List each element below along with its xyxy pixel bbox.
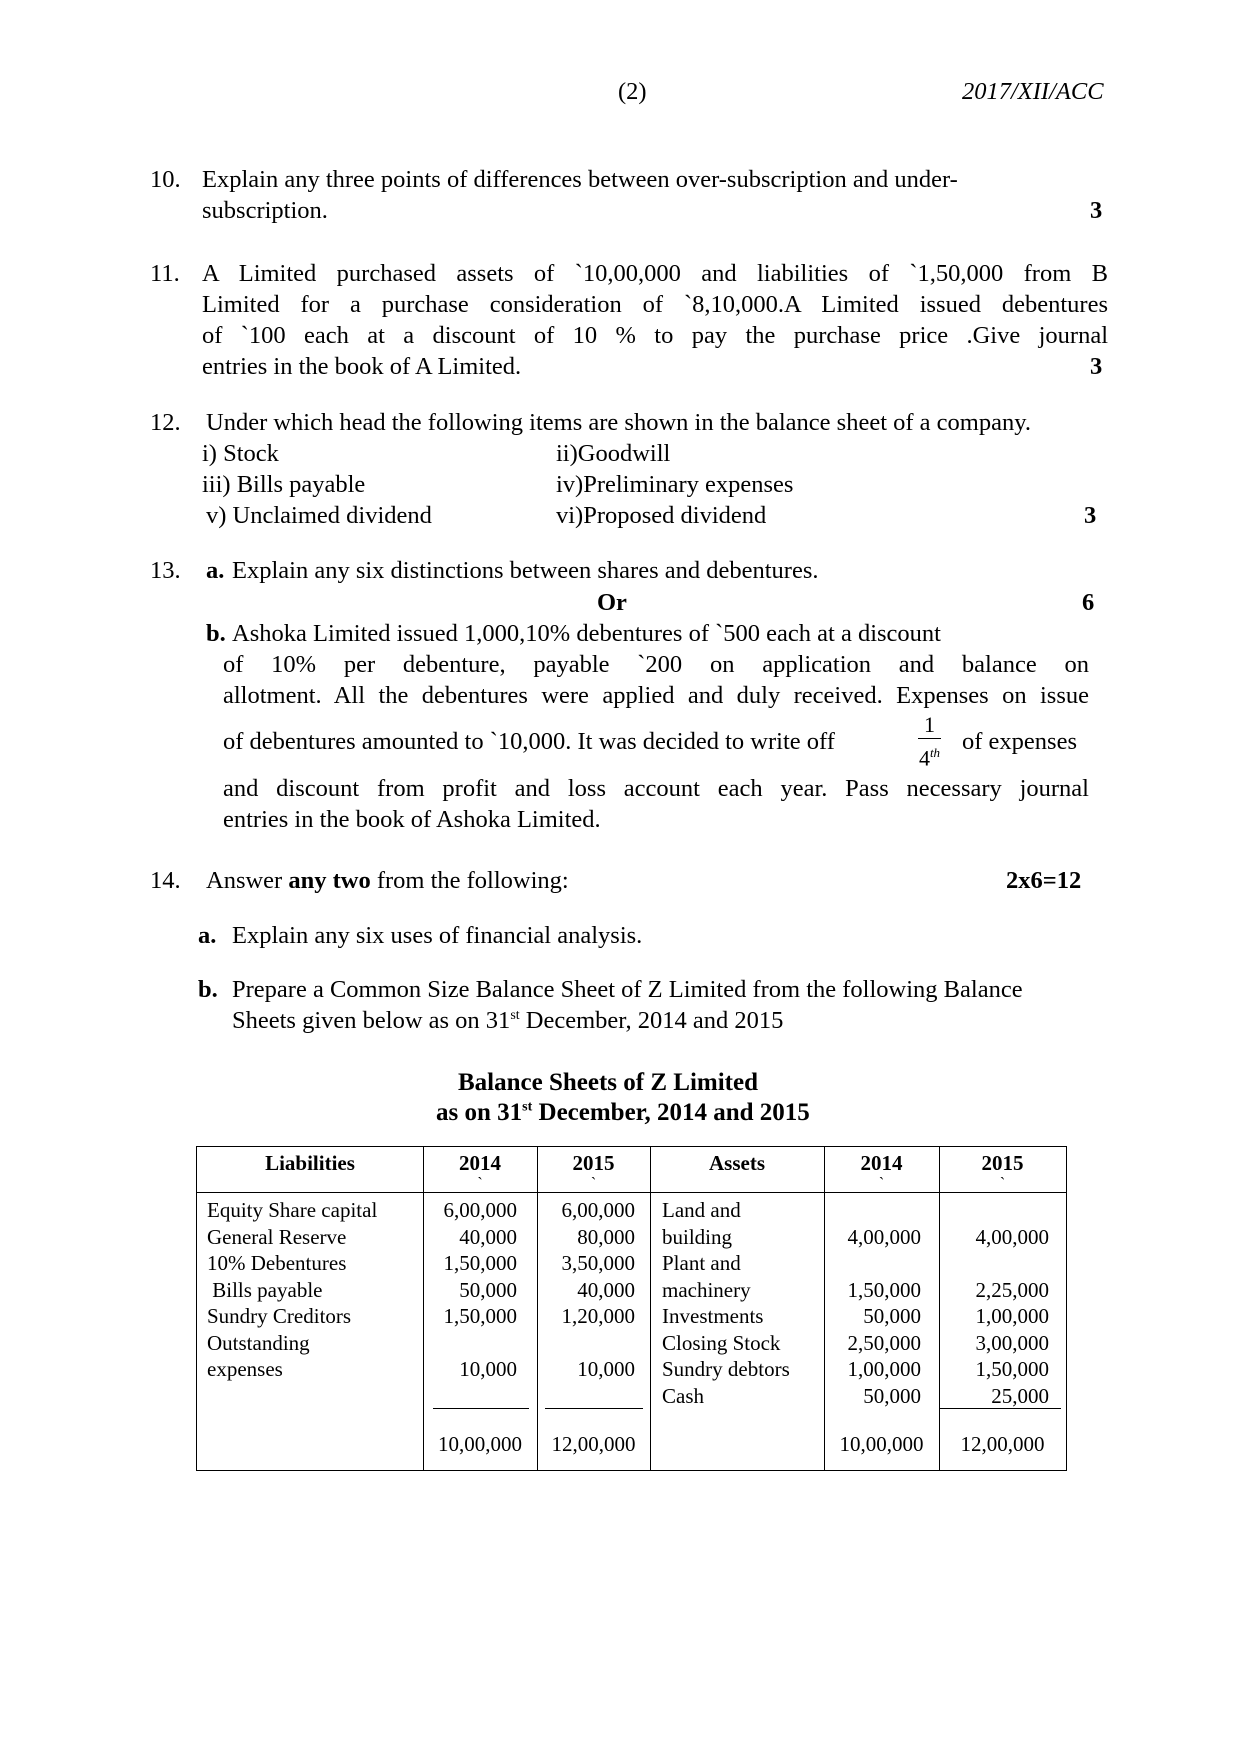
q13b-line5: and discount from profit and loss account each year. Pass necessary journal bbox=[223, 775, 1089, 802]
table-cell bbox=[824, 1197, 921, 1224]
table-cell: 1,50,000 bbox=[443, 1251, 517, 1275]
table-cell bbox=[824, 1250, 921, 1277]
table-cell: 50,000 bbox=[863, 1383, 921, 1408]
q12-item: vi)Proposed dividend bbox=[556, 502, 767, 529]
q12-item: i) Stock bbox=[202, 440, 279, 467]
table-cell bbox=[423, 1330, 517, 1357]
table-cell: 1,00,000 bbox=[847, 1357, 921, 1381]
q12-marks: 3 bbox=[1084, 502, 1097, 529]
balance-sheet-table bbox=[196, 1146, 1067, 1471]
table-cell: 2,25,000 bbox=[975, 1277, 1049, 1302]
q12-item: v) Unclaimed dividend bbox=[206, 502, 432, 529]
q13-number: 13. bbox=[150, 557, 181, 584]
q13-marks: 6 bbox=[1082, 589, 1095, 616]
header-assets: Assets bbox=[709, 1151, 765, 1175]
table-cell: Cash bbox=[662, 1383, 704, 1408]
table-cell: 10,000 bbox=[577, 1357, 635, 1381]
page-number: (2) bbox=[618, 78, 647, 105]
total-a2015: 12,00,000 bbox=[960, 1432, 1045, 1456]
q14-intro: Answer any two from the following: bbox=[206, 867, 569, 894]
q11-line3: of `100 each at a discount of 10 % to pay the purchase price .Give journal bbox=[202, 322, 1108, 349]
table-cell: 4,00,000 bbox=[975, 1224, 1049, 1249]
q11-line2: Limited for a purchase consideration of `8,10,000.A Limited issued debentures bbox=[202, 291, 1108, 318]
fraction-numerator: 1 bbox=[918, 712, 941, 739]
liabilities-list bbox=[207, 1197, 377, 1383]
total-a2014: 10,00,000 bbox=[839, 1432, 924, 1456]
q13b-line1: Ashoka Limited issued 1,000,10% debentures of `500 each at a discount bbox=[232, 620, 941, 647]
table-cell: Sundry Creditors bbox=[207, 1304, 352, 1328]
q13-or: Or bbox=[597, 589, 627, 616]
total-l2014: 10,00,000 bbox=[438, 1432, 522, 1456]
q10-line2: subscription. bbox=[202, 197, 328, 224]
rupee-symbol: ` bbox=[999, 1175, 1006, 1192]
table-cell bbox=[939, 1197, 1049, 1224]
rupee-symbol: ` bbox=[590, 1175, 597, 1192]
table-cell: Closing Stock bbox=[662, 1330, 781, 1355]
table-cell: 3,50,000 bbox=[561, 1251, 635, 1275]
q13b-line4b: of expenses bbox=[962, 728, 1077, 755]
table-cell: 10,000 bbox=[459, 1357, 517, 1381]
q14-marks: 2x6=12 bbox=[1006, 867, 1082, 894]
table-cell: Plant and bbox=[662, 1251, 741, 1275]
q14a-label: a. bbox=[198, 922, 217, 949]
header-a2015: 2015 bbox=[981, 1151, 1024, 1175]
q11-line4: entries in the book of A Limited. bbox=[202, 353, 522, 380]
q10-marks: 3 bbox=[1090, 197, 1103, 224]
table-cell: 1,50,000 bbox=[847, 1277, 921, 1302]
table-cell: Equity Share capital bbox=[207, 1198, 378, 1222]
table-cell: 50,000 bbox=[863, 1304, 921, 1328]
table-cell: 2,50,000 bbox=[847, 1330, 921, 1355]
table-cell: 1,50,000 bbox=[975, 1357, 1049, 1381]
rupee-symbol: ` bbox=[477, 1175, 483, 1192]
table-cell: Investments bbox=[662, 1304, 764, 1328]
table-cell: 4,00,000 bbox=[847, 1224, 921, 1249]
paper-code: 2017/XII/ACC bbox=[962, 78, 1104, 105]
table-cell: 1,50,000 bbox=[443, 1304, 517, 1328]
fraction-one-fourth bbox=[918, 712, 941, 772]
table-cell bbox=[939, 1250, 1049, 1277]
table-cell: expenses bbox=[207, 1357, 283, 1381]
table-cell: 40,000 bbox=[577, 1277, 635, 1302]
q12-intro: Under which head the following items are shown in the balance sheet of a company. bbox=[206, 409, 1032, 436]
q12-item: iii) Bills payable bbox=[202, 471, 366, 498]
q13b-line4a: of debentures amounted to `10,000. It was decided to write off bbox=[223, 728, 835, 755]
assets-2015 bbox=[939, 1197, 1049, 1409]
table-cell: 50,000 bbox=[459, 1277, 517, 1302]
header-l2015: 2015 bbox=[572, 1151, 615, 1175]
table-cell: Bills payable bbox=[207, 1277, 323, 1302]
q14b-label: b. bbox=[198, 976, 218, 1003]
liabilities-2015 bbox=[537, 1197, 635, 1383]
table-cell: Land and bbox=[662, 1198, 741, 1222]
q10-line1: Explain any three points of differences between over-subscription and under- bbox=[202, 166, 958, 193]
total-l2015: 12,00,000 bbox=[551, 1432, 636, 1456]
table-cell bbox=[537, 1330, 635, 1357]
table-cell: 6,00,000 bbox=[443, 1198, 517, 1222]
q13a-text: Explain any six distinctions between shares and debentures. bbox=[232, 557, 819, 584]
q12-item: iv)Preliminary expenses bbox=[556, 471, 794, 498]
rupee-symbol: ` bbox=[878, 1175, 885, 1192]
q10-number: 10. bbox=[150, 166, 181, 193]
table-cell: 25,000 bbox=[991, 1383, 1049, 1408]
table-cell: Sundry debtors bbox=[662, 1357, 790, 1381]
q11-marks: 3 bbox=[1090, 353, 1103, 380]
table-cell: 3,00,000 bbox=[975, 1330, 1049, 1355]
fraction-denominator: 4th bbox=[918, 745, 941, 771]
q11-number: 11. bbox=[150, 260, 180, 287]
table-cell: building bbox=[662, 1224, 733, 1249]
q13b-line3: allotment. All the debentures were applied and duly received. Expenses on issue bbox=[223, 682, 1089, 709]
q14-number: 14. bbox=[150, 867, 181, 894]
table-cell: machinery bbox=[662, 1277, 751, 1302]
q14b-line1: Prepare a Common Size Balance Sheet of Z Limited from the following Balance bbox=[232, 976, 1023, 1003]
header-a2014: 2014 bbox=[860, 1151, 903, 1175]
q13b-label: b. bbox=[206, 620, 226, 647]
assets-2014 bbox=[824, 1197, 921, 1409]
q12-number: 12. bbox=[150, 409, 181, 436]
q14b-line2: Sheets given below as on 31st December, 2014 and 2015 bbox=[232, 1007, 784, 1034]
table-cell: 40,000 bbox=[459, 1224, 517, 1249]
q11-line1: A Limited purchased assets of `10,00,000 and liabilities of `1,50,000 from B bbox=[202, 260, 1108, 287]
table-cell: 10% Debentures bbox=[207, 1251, 347, 1275]
liabilities-2014 bbox=[423, 1197, 517, 1383]
q13b-line2: of 10% per debenture, payable `200 on application and balance on bbox=[223, 651, 1089, 678]
table-cell: 80,000 bbox=[577, 1224, 635, 1249]
table-cell: 1,20,000 bbox=[561, 1304, 635, 1328]
table-cell: General Reserve bbox=[207, 1224, 347, 1249]
q12-item: ii)Goodwill bbox=[556, 440, 671, 467]
q13b-line6: entries in the book of Ashoka Limited. bbox=[223, 806, 601, 833]
table-cell: 6,00,000 bbox=[561, 1198, 635, 1222]
q14a-text: Explain any six uses of financial analysis. bbox=[232, 922, 643, 949]
assets-list bbox=[662, 1197, 790, 1409]
table-subtitle: as on 31st December, 2014 and 2015 bbox=[436, 1099, 810, 1126]
table-title: Balance Sheets of Z Limited bbox=[458, 1069, 758, 1096]
q13a-label: a. bbox=[206, 557, 225, 584]
table-cell: 1,00,000 bbox=[975, 1304, 1049, 1328]
header-l2014: 2014 bbox=[459, 1151, 501, 1175]
header-liabilities: Liabilities bbox=[265, 1151, 355, 1175]
table-cell: Outstanding bbox=[207, 1330, 310, 1355]
